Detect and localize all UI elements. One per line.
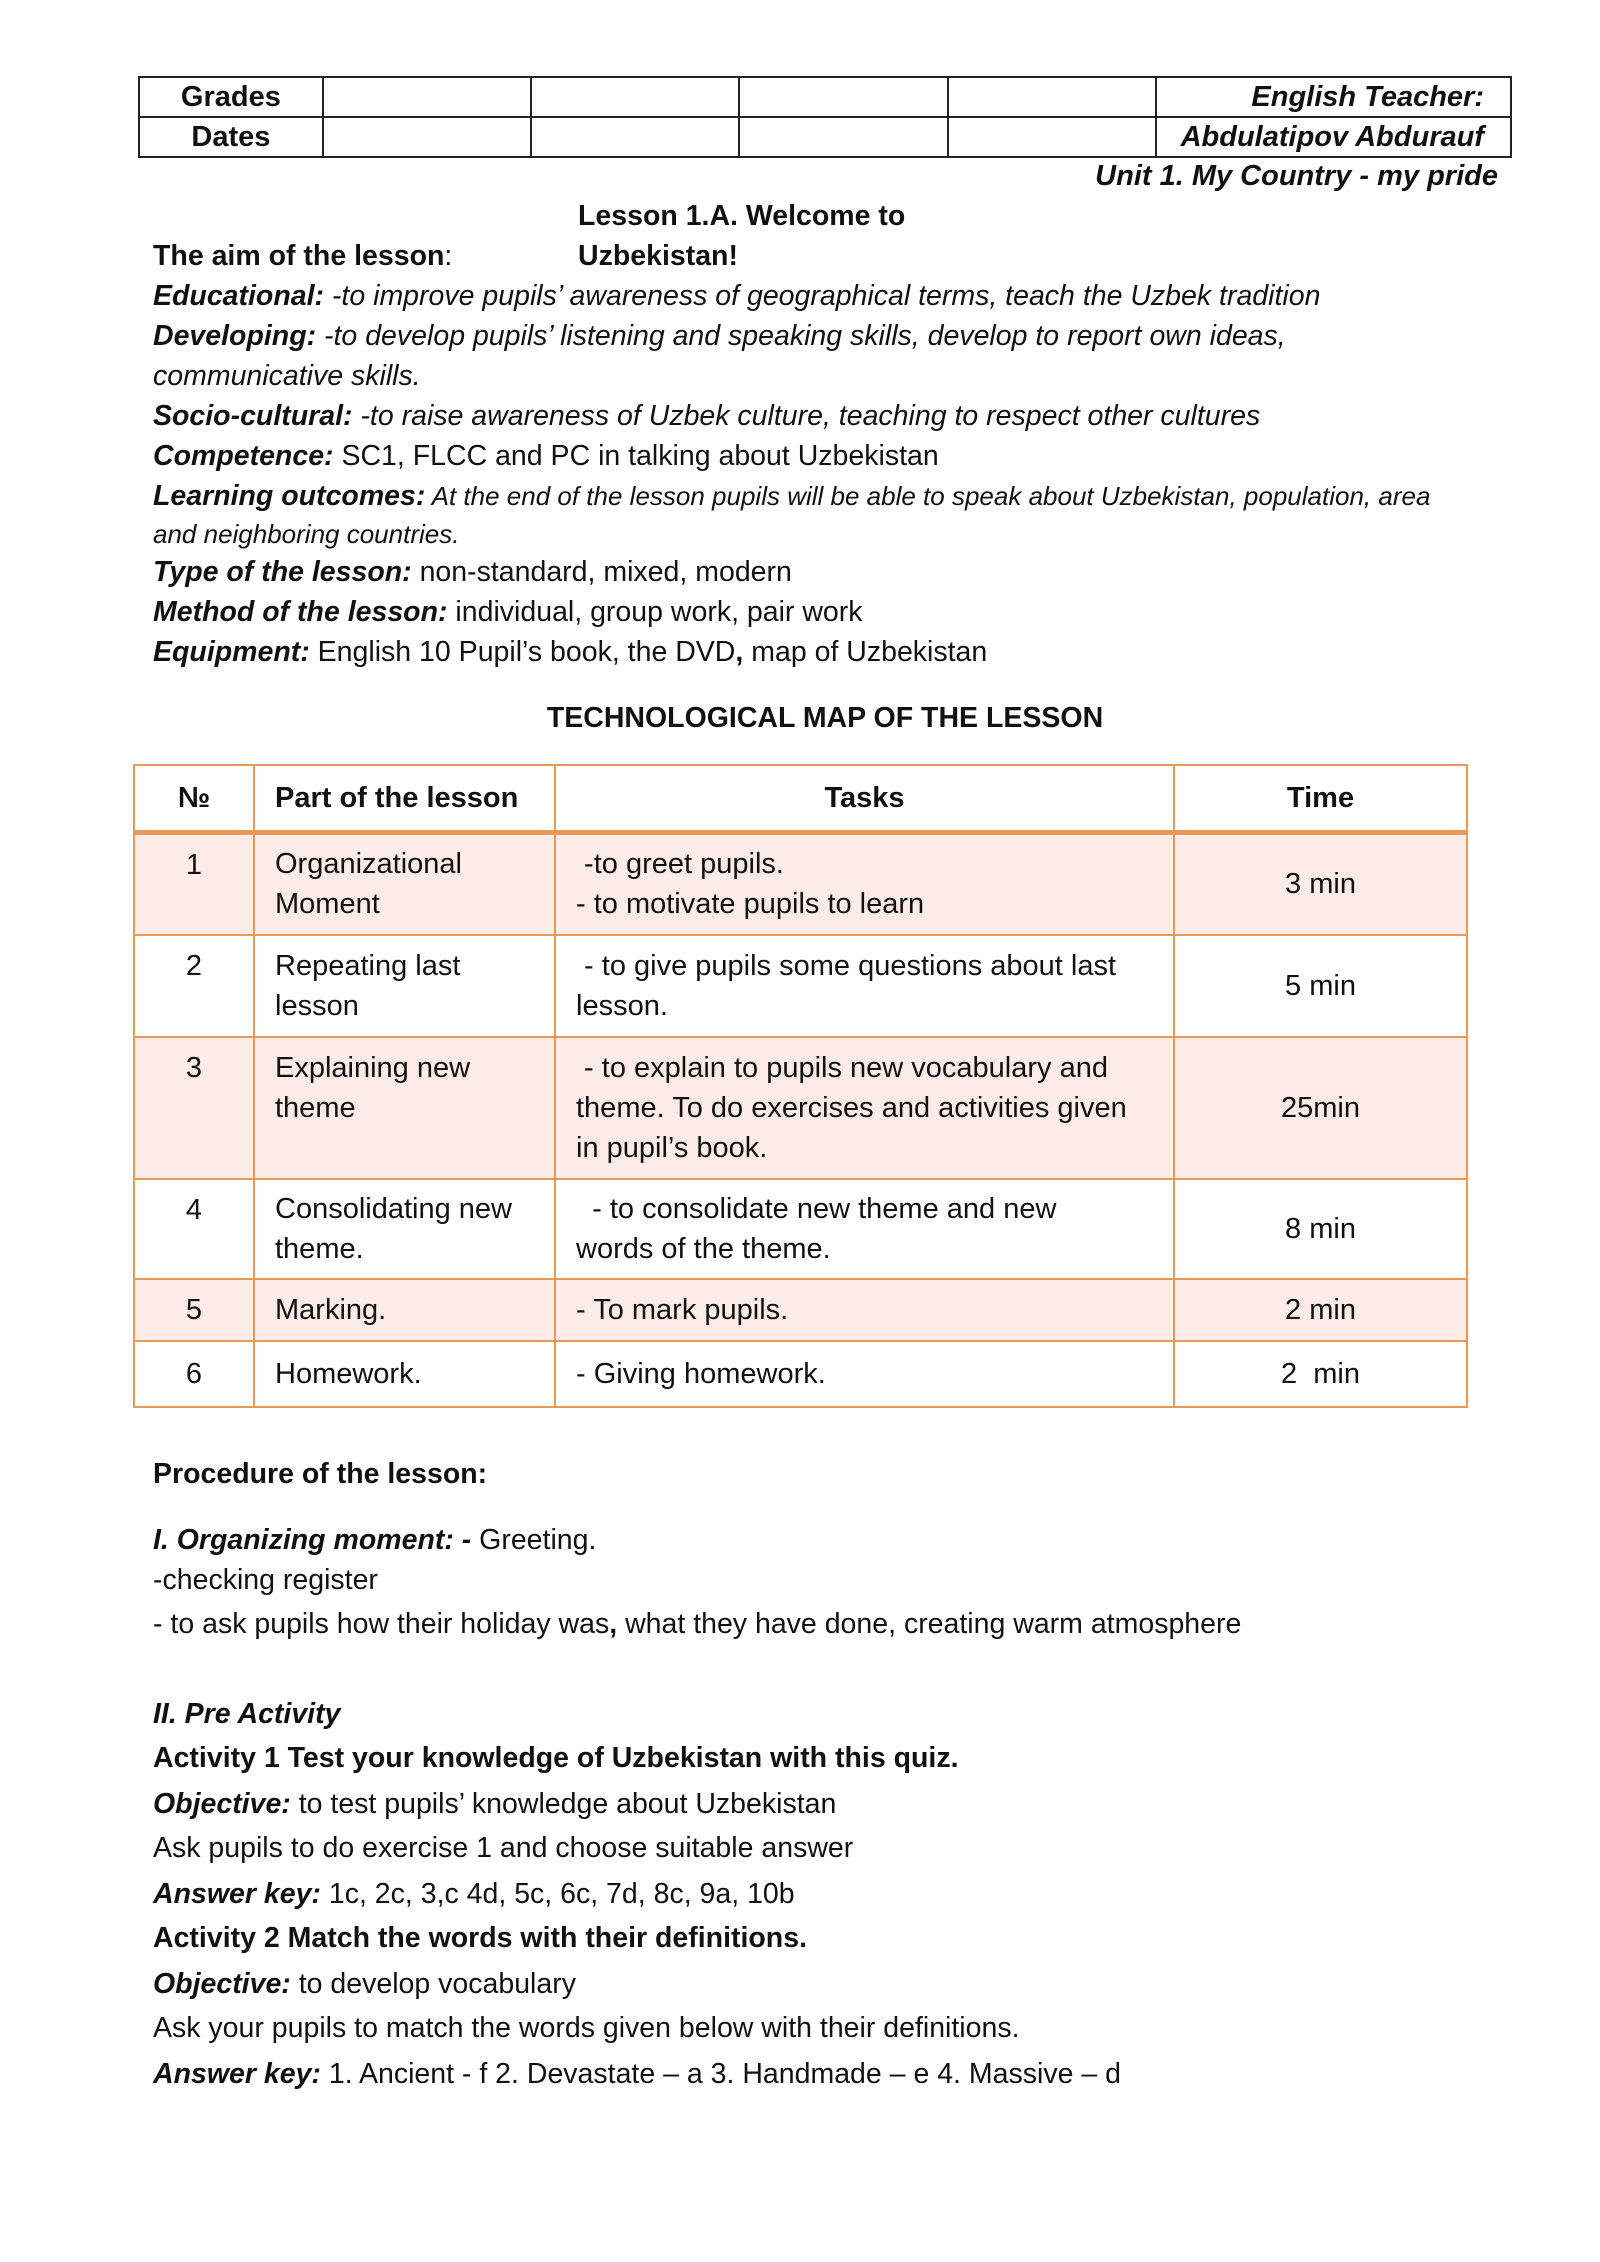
row-number: 1 — [134, 833, 254, 935]
method-line — [153, 592, 863, 632]
competence-text: SC1, FLCC and PC in talking about Uzbekistan — [333, 440, 939, 472]
developing-line — [153, 316, 1286, 356]
technological-map-table — [133, 764, 1468, 1408]
answer-key-label: Answer key: — [153, 2058, 321, 2090]
row-task — [555, 1179, 1174, 1279]
aim-colon: : — [444, 240, 453, 272]
grades-cell — [531, 77, 739, 117]
row-task-line: in pupil’s book. — [576, 1131, 768, 1164]
socio-label: Socio-cultural: — [153, 400, 353, 432]
aim-label: The aim of the lesson — [153, 240, 445, 272]
developing-line2: communicative skills. — [153, 360, 421, 392]
row-time: 25min — [1174, 1037, 1467, 1179]
row-part — [254, 833, 555, 935]
lesson-title-line2: Uzbekistan! — [578, 240, 738, 272]
row-part-line: Consolidating new — [275, 1192, 512, 1225]
row-task-line: - to motivate pupils to learn — [576, 888, 925, 921]
row-time: 2 min — [1174, 1279, 1467, 1341]
col-header-time: Time — [1174, 765, 1467, 833]
row-task: - Giving homework. — [555, 1341, 1174, 1407]
row-part — [254, 1037, 555, 1179]
equipment-text: English 10 Pupil’s book, the DVD — [309, 636, 736, 668]
outcomes-line — [153, 476, 1430, 516]
row-task-line: - to explain to pupils new vocabulary and — [576, 1051, 1108, 1084]
competence-line — [153, 436, 939, 476]
socio-line — [153, 396, 1260, 436]
equipment-line — [153, 632, 987, 672]
organizing-moment-line3 — [153, 1604, 1241, 1644]
educational-text: -to improve pupils’ awareness of geographical terms, teach the Uzbek tradition — [324, 280, 1321, 312]
row-number: 2 — [134, 935, 254, 1037]
activity-2-objective — [153, 1964, 576, 2004]
activity-2-title: Activity 2 Match the words with their definitions. — [153, 1922, 807, 1954]
aim-line — [153, 236, 452, 276]
row-part: Homework. — [254, 1341, 555, 1407]
objective-label: Objective: — [153, 1968, 291, 2000]
grades-label: Grades — [139, 77, 323, 117]
row-task-line: - to give pupils some questions about last — [576, 949, 1117, 982]
map-header-row — [134, 765, 1467, 833]
socio-text: -to raise awareness of Uzbek culture, teaching to respect other cultures — [352, 400, 1261, 432]
teacher-label: English Teacher: — [1156, 77, 1511, 117]
method-label: Method of the lesson: — [153, 596, 448, 628]
outcomes-line2: and neighboring countries. — [153, 519, 460, 549]
activity-1-title: Activity 1 Test your knowledge of Uzbekistan with this quiz. — [153, 1742, 959, 1774]
row-task-line: -to greet pupils. — [576, 848, 784, 881]
type-line — [153, 552, 792, 592]
grades-dates-table — [138, 76, 1512, 158]
table-row — [134, 1341, 1467, 1407]
organizing-moment-line2: -checking register — [153, 1564, 378, 1596]
type-label: Type of the lesson: — [153, 556, 412, 588]
dates-row — [139, 117, 1511, 157]
organizing-moment-label: I. Organizing moment: - — [153, 1524, 472, 1556]
method-text: individual, group work, pair work — [447, 596, 863, 628]
outcomes-text: At the end of the lesson pupils will be able to speak about Uzbekistan, population, area — [425, 481, 1431, 511]
type-text: non-standard, mixed, modern — [411, 556, 792, 588]
organizing-moment-comma: , — [609, 1608, 618, 1640]
activity-1-answer-key — [153, 1874, 795, 1914]
col-header-tasks: Tasks — [555, 765, 1174, 833]
row-part — [254, 935, 555, 1037]
row-time: 8 min — [1174, 1179, 1467, 1279]
row-time: 2 min — [1174, 1341, 1467, 1407]
grades-cell — [323, 77, 531, 117]
row-task-line: lesson. — [576, 989, 668, 1022]
row-task-line: - to consolidate new theme and new — [576, 1192, 1057, 1225]
row-part-line: theme. — [275, 1232, 364, 1265]
col-header-part: Part of the lesson — [254, 765, 555, 833]
row-part-line: Explaining new — [275, 1051, 471, 1084]
organizing-moment-line — [153, 1520, 596, 1560]
row-task-line: theme. To do exercises and activities given — [576, 1091, 1127, 1124]
row-task-line: words of the theme. — [576, 1232, 831, 1265]
row-time: 3 min — [1174, 833, 1467, 935]
row-part-line: theme — [275, 1091, 356, 1124]
outcomes-label: Learning outcomes: — [153, 480, 426, 512]
dates-cell — [531, 117, 739, 157]
objective-text: to test pupils’ knowledge about Uzbekistan — [290, 1788, 837, 1820]
objective-label: Objective: — [153, 1788, 291, 1820]
organizing-moment-text3a: - to ask pupils how their holiday was — [153, 1608, 610, 1640]
row-part — [254, 1179, 555, 1279]
developing-label: Developing: — [153, 320, 317, 352]
table-row — [134, 1179, 1467, 1279]
row-part-line: Moment — [275, 888, 380, 921]
answer-key-label: Answer key: — [153, 1878, 321, 1910]
row-number: 3 — [134, 1037, 254, 1179]
pre-activity-title: II. Pre Activity — [153, 1698, 341, 1730]
row-task — [555, 1037, 1174, 1179]
educational-line — [153, 276, 1320, 316]
objective-text: to develop vocabulary — [290, 1968, 576, 2000]
row-task — [555, 833, 1174, 935]
answer-key-text: 1c, 2c, 3,c 4d, 5c, 6c, 7d, 8c, 9a, 10b — [320, 1878, 795, 1910]
col-header-number: № — [134, 765, 254, 833]
procedure-title: Procedure of the lesson: — [153, 1458, 488, 1490]
grades-cell — [948, 77, 1156, 117]
table-row — [134, 833, 1467, 935]
equipment-label: Equipment: — [153, 636, 310, 668]
activity-2-answer-key — [153, 2054, 1121, 2094]
activity-1-instruction: Ask pupils to do exercise 1 and choose suitable answer — [153, 1832, 854, 1864]
activity-1-objective — [153, 1784, 836, 1824]
row-number: 4 — [134, 1179, 254, 1279]
answer-key-text: 1. Ancient - f 2. Devastate – a 3. Handmade – e 4. Massive – d — [320, 2058, 1121, 2090]
row-time: 5 min — [1174, 935, 1467, 1037]
map-title: TECHNOLOGICAL MAP OF THE LESSON — [546, 702, 1104, 734]
equipment-text2: map of Uzbekistan — [743, 636, 988, 668]
equipment-comma: , — [735, 636, 744, 668]
row-part-line: lesson — [275, 989, 359, 1022]
competence-label: Competence: — [153, 440, 334, 472]
row-part-line: Organizational — [275, 848, 462, 881]
grades-cell — [739, 77, 947, 117]
dates-cell — [323, 117, 531, 157]
unit-title: Unit 1. My Country - my pride — [1095, 160, 1498, 192]
row-part-line: Repeating last — [275, 949, 461, 982]
row-task: - To mark pupils. — [555, 1279, 1174, 1341]
grades-row — [139, 77, 1511, 117]
row-part: Marking. — [254, 1279, 555, 1341]
table-row — [134, 1037, 1467, 1179]
table-row — [134, 1279, 1467, 1341]
organizing-moment-text: Greeting. — [471, 1524, 597, 1556]
dates-cell — [739, 117, 947, 157]
row-number: 6 — [134, 1341, 254, 1407]
lesson-title-line1: Lesson 1.A. Welcome to — [578, 200, 906, 232]
row-task — [555, 935, 1174, 1037]
organizing-moment-text3c: what they have done, creating warm atmosphere — [617, 1608, 1242, 1640]
table-row — [134, 935, 1467, 1037]
row-number: 5 — [134, 1279, 254, 1341]
dates-cell — [948, 117, 1156, 157]
teacher-name: Abdulatipov Abdurauf — [1156, 117, 1511, 157]
dates-label: Dates — [139, 117, 323, 157]
activity-2-instruction: Ask your pupils to match the words given below with their definitions. — [153, 2012, 1020, 2044]
educational-label: Educational: — [153, 280, 325, 312]
developing-text: -to develop pupils’ listening and speaking skills, develop to report own ideas, — [316, 320, 1286, 352]
